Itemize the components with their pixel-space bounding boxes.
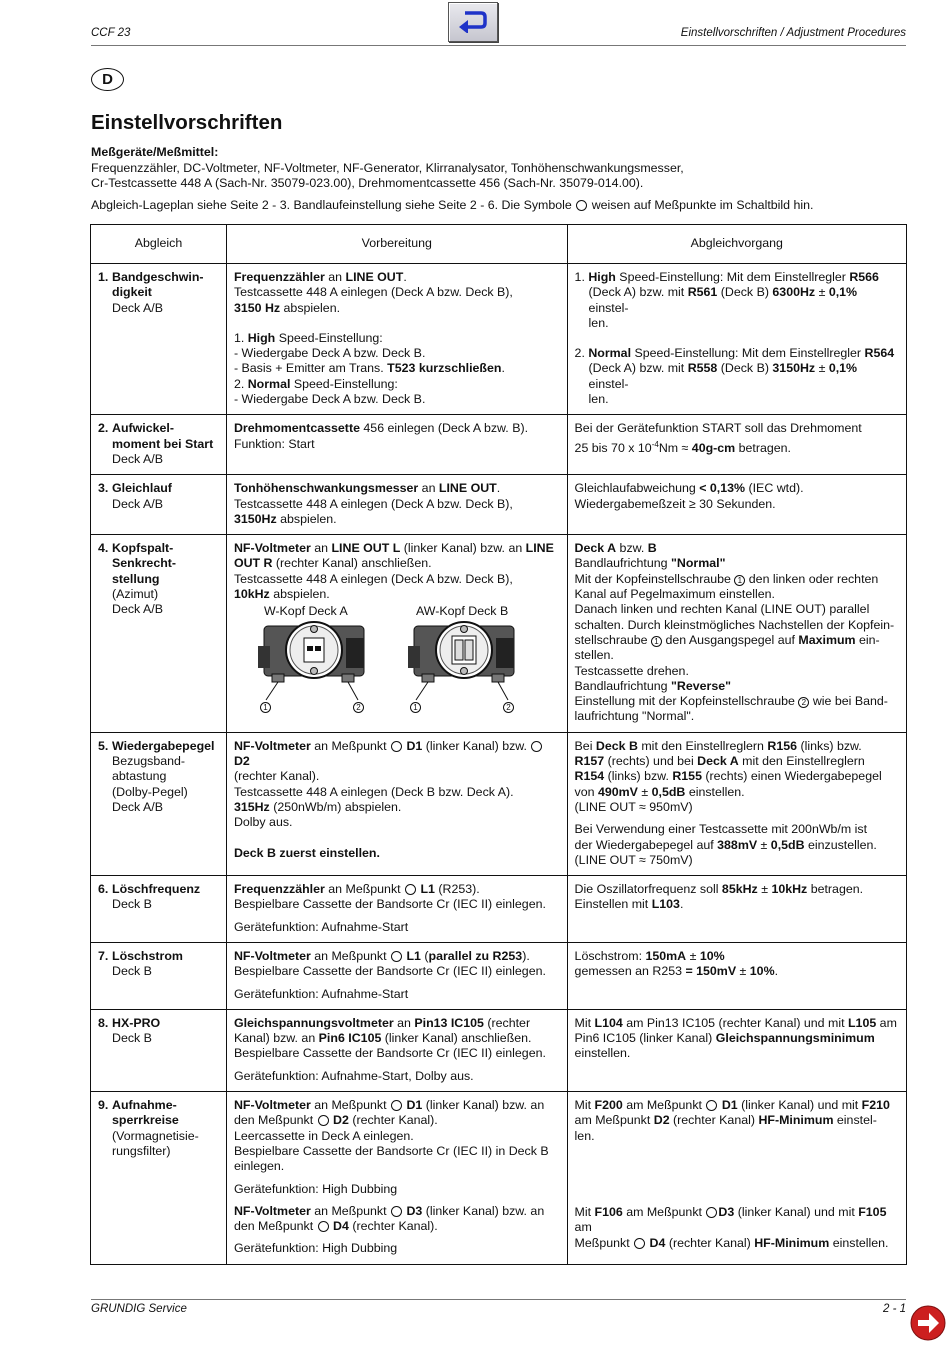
measuring-point-icon (391, 1100, 402, 1111)
table-row (91, 942, 907, 1009)
measuring-point-icon (634, 1238, 645, 1249)
table-row (91, 535, 907, 733)
page-number: 2 - 1 (882, 1303, 906, 1315)
procedure-cell: Mit F200 am Meßpunkt D1 (linker Kanal) und mit F210 am Meßpunkt D2 (rechter Kanal) HF-Minimum einstel- len. Mit F106 am Meßpunkt D3 (linker Kanal) und mit F105 am Meßpunkt D4 (rechter Kanal) HF-Minimum einstellen. (567, 1092, 906, 1265)
procedure-cell: Bei der Gerätefunktion START soll das Drehmoment 25 bis 70 x $10^{-4}Nm \approx 40g-cm$ betragen. (567, 415, 906, 475)
instruments-line-1: Frequenzzähler, DC-Voltmeter, NF-Voltmeter, NF-Generator, Klirranalysator, Tonhöhenschwankungsmesser, (91, 160, 684, 175)
language-badge: D (91, 68, 124, 91)
tape-head-diagram (234, 620, 534, 720)
screw-callout: 1 (734, 575, 745, 586)
measuring-point-icon (391, 1206, 402, 1217)
next-arrow-icon (910, 1305, 946, 1341)
table-row (91, 732, 907, 875)
return-arrow-icon (457, 9, 489, 33)
column-header: Vorbereitung (226, 225, 567, 264)
adjustment-cell: 8. HX-PRO Deck B (91, 1009, 227, 1091)
page-title: Einstellvorschriften (91, 111, 283, 134)
procedure-cell: 1. High Speed-Einstellung: Mit dem Einstellregler R566 (Deck A) bzw. mit R561 (Deck B) 6300Hz ± 0,1% einstel- len. 2. Normal Speed-Einstellung: Mit dem Einstellregler R564 (Deck A) bzw. mit R558 (Deck B) 3150Hz ± 0,1% einstel- len. (567, 264, 906, 415)
screw-2-callout-a: 2 (353, 702, 364, 713)
preparation-cell: NF-Voltmeter an Meßpunkt D1 (linker Kanal) bzw. D2 (rechter Kanal). Testcassette 448 A einlegen (Deck B bzw. Deck A). 315Hz (250nWb/m) abspielen. Dolby aus. Deck B zuerst einstellen. (226, 732, 567, 875)
screw-2-callout-b: 2 (503, 702, 514, 713)
table-row (91, 415, 907, 475)
column-header: Abgleich (91, 225, 227, 264)
preparation-cell: NF-Voltmeter an Meßpunkt D1 (linker Kanal) bzw. an den Meßpunkt D2 (rechter Kanal). Leercassette in Deck A einlegen. Bespielbare Cassette der Bandsorte Cr (IEC II) in Deck B einlegen. Gerätefunktion: High Dubbing NF-Voltmeter an Meßpunkt D3 (linker Kanal) bzw. an den Meßpunkt D4 (rechter Kanal). Gerätefunktion: High Dubbing (226, 1092, 567, 1265)
footer-left: GRUNDIG Service (91, 1303, 187, 1315)
preparation-cell: NF-Voltmeter an LINE OUT L (linker Kanal) bzw. an LINE OUT R (rechter Kanal) anschließen. Testcassette 448 A einlegen (Deck A bzw. Deck B), 10kHz abspielen. W-Kopf Deck A AW-Kopf Deck B 1 2 1 2 (226, 535, 567, 733)
table-row (91, 264, 907, 415)
preparation-cell: Frequenzzähler an LINE OUT. Testcassette 448 A einlegen (Deck A bzw. Deck B), 3150 Hz abspielen. 1. High Speed-Einstellung: - Wiedergabe Deck A bzw. Deck B. - Basis + Emitter am Trans. T523 kurzschließen. 2. Normal Speed-Einstellung: - Wiedergabe Deck A bzw. Deck B. (226, 264, 567, 415)
footer-divider (91, 1299, 906, 1300)
table-row (91, 475, 907, 535)
preparation-cell: Drehmomentcassette 456 einlegen (Deck A bzw. B). Funktion: Start (226, 415, 567, 475)
measuring-point-icon (405, 884, 416, 895)
preparation-cell: NF-Voltmeter an Meßpunkt L1 (parallel zu R253). Bespielbare Cassette der Bandsorte Cr (IEC II) einlegen. Gerätefunktion: Aufnahme-Start (226, 942, 567, 1009)
procedure-cell: Mit L104 am Pin13 IC105 (rechter Kanal) und mit L105 am Pin6 IC105 (linker Kanal) Gleichspannungsminimum einstellen. (567, 1009, 906, 1091)
measuring-point-icon (531, 741, 542, 752)
table-row (91, 1092, 907, 1265)
measuring-point-icon (576, 200, 587, 211)
measuring-point-icon (318, 1221, 329, 1232)
next-page-button[interactable] (910, 1305, 946, 1341)
measuring-point-icon (706, 1100, 717, 1111)
intro-block (91, 145, 911, 213)
adjustment-cell: 7. Löschstrom Deck B (91, 942, 227, 1009)
instruments-label: Meßgeräte/Meßmittel: (91, 145, 219, 159)
procedure-cell: Gleichlaufabweichung < 0,13% (IEC wtd). Wiedergabemeßzeit ≥ 30 Sekunden. (567, 475, 906, 535)
head-b-illustration (408, 622, 514, 700)
procedure-cell: Die Oszillatorfrequenz soll 85kHz ± 10kHz betragen. Einstellen mit L103. (567, 876, 906, 943)
preparation-cell: Frequenzzähler an Meßpunkt L1 (R253). Bespielbare Cassette der Bandsorte Cr (IEC II) einlegen. Gerätefunktion: Aufnahme-Start (226, 876, 567, 943)
measuring-point-icon (391, 951, 402, 962)
measuring-point-icon (391, 741, 402, 752)
adjustment-table (90, 224, 907, 1265)
adjustment-cell: 2. Aufwickel- moment bei Start Deck A/B (91, 415, 227, 475)
adjustment-cell: 3. Gleichlauf Deck A/B (91, 475, 227, 535)
adjustment-cell: 5. Wiedergabepegel Bezugsband- abtastung (Dolby-Pegel) Deck A/B (91, 732, 227, 875)
adjustment-cell: 4. Kopfspalt- Senkrecht- stellung (Azimut) Deck A/B (91, 535, 227, 733)
instruments-line-2: Cr-Testcassette 448 A (Sach-Nr. 35079-023.00), Drehmomentcassette 456 (Sach-Nr. 35079-014.00). (91, 176, 644, 190)
header-right: Einstellvorschriften / Adjustment Procedures (680, 27, 906, 39)
adjustment-cell: 6. Löschfrequenz Deck B (91, 876, 227, 943)
head-label-deck-a: W-Kopf Deck A (263, 604, 348, 619)
header-divider (91, 45, 906, 46)
adjustment-cell: 1. Bandgeschwin- digkeit Deck A/B (91, 264, 227, 415)
screw-1-callout-a: 1 (260, 702, 271, 713)
screw-callout: 1 (651, 636, 662, 647)
procedure-cell: Löschstrom: 150mA ± 10% gemessen an R253 = 150mV ± 10%. (567, 942, 906, 1009)
procedure-cell: Deck A bzw. B Bandlaufrichtung "Normal" Mit der Kopfeinstellschraube 1 den linken oder rechten Kanal auf Pegelmaximum einstellen. Danach linken und rechten Kanal (LINE OUT) parallel schalten. Durch kleinstmögliches Nachstellen der Kopfein- stellschraube 1 den Ausgangspegel auf Maximum ein- stellen. Testcassette drehen. Bandlaufrichtung "Reverse" Einstellung mit der Kopfeinstellschraube 2 wie bei Band- laufrichtung "Normal". (567, 535, 906, 733)
table-row (91, 876, 907, 943)
table-header-row (91, 225, 907, 264)
column-header: Abgleichvorgang (567, 225, 906, 264)
screw-1-callout-b: 1 (410, 702, 421, 713)
back-button[interactable] (448, 2, 498, 42)
head-a-illustration (258, 622, 364, 700)
measuring-point-icon (318, 1115, 329, 1126)
head-diagrams (234, 620, 560, 720)
table-row (91, 1009, 907, 1091)
procedure-cell: Bei Deck B mit den Einstellreglern R156 (links) bzw. R157 (rechts) und bei Deck A mit den Einstellreglern R154 (links) bzw. R155 (rechts) einen Wiedergabepegel von 490mV ± 0,5dB einstellen. (LINE OUT ≈ 950mV) Bei Verwendung einer Testcassette mit 200nWb/m ist der Wiedergabepegel auf 388mV ± 0,5dB einzustellen. (LINE OUT ≈ 750mV) (567, 732, 906, 875)
screw-callout: 2 (798, 697, 809, 708)
head-label-deck-b: AW-Kopf Deck B (415, 604, 509, 619)
measuring-point-icon (706, 1207, 717, 1218)
header-left: CCF 23 (91, 27, 131, 39)
preparation-cell: Gleichspannungsvoltmeter an Pin13 IC105 (rechter Kanal) bzw. an Pin6 IC105 (linker Kanal) anschließen. Bespielbare Cassette der Bandsorte Cr (IEC II) einlegen. Gerätefunktion: Aufnahme-Start, Dolby aus. (226, 1009, 567, 1091)
intro-note: Abgleich-Lageplan siehe Seite 2 - 3. Bandlaufeinstellung siehe Seite 2 - 6. Die Symbole weisen auf Meßpunkte im Schaltbild hin. (91, 197, 814, 212)
preparation-cell: Tonhöhenschwankungsmesser an LINE OUT. Testcassette 448 A einlegen (Deck A bzw. Deck B), 3150Hz abspielen. (226, 475, 567, 535)
adjustment-cell: 9. Aufnahme- sperrkreise (Vormagnetisie- rungsfilter) (91, 1092, 227, 1265)
